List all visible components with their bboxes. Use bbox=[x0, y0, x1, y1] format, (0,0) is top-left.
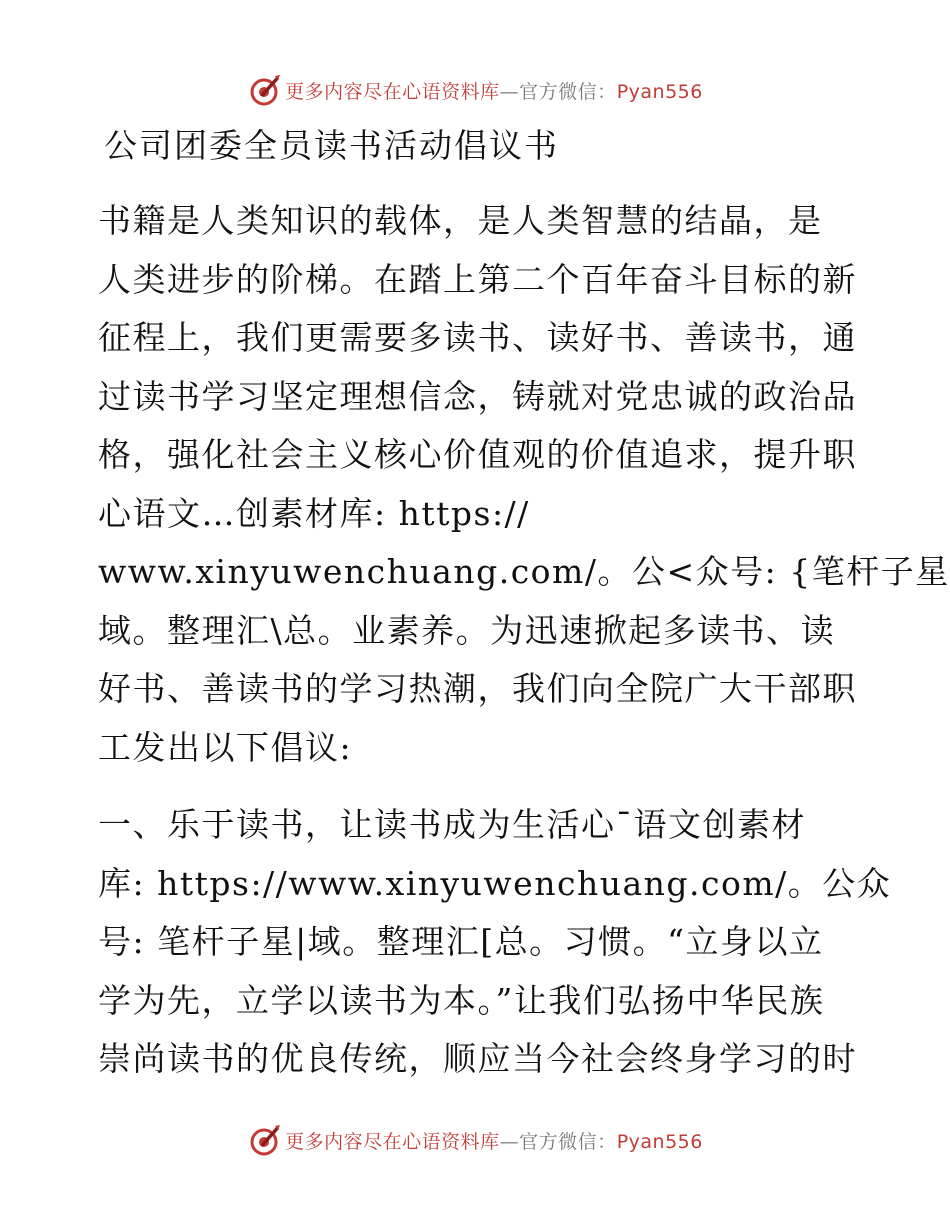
header-banner bbox=[0, 70, 950, 110]
wechat-label: 官方微信： bbox=[519, 80, 617, 103]
paragraph-item-one bbox=[98, 796, 892, 1089]
document-title: 公司团委全员读书活动倡议书 bbox=[104, 126, 559, 165]
text-line: www.xinyuwenchuang.com/。公<众号: {笔杆子星 bbox=[98, 552, 950, 591]
banner-dash: — bbox=[499, 1130, 520, 1153]
wechat-account: Pyan556 bbox=[616, 80, 703, 103]
quill-circle-icon bbox=[247, 1123, 281, 1157]
wechat-label: 官方微信： bbox=[519, 1130, 617, 1153]
paragraph-intro bbox=[98, 192, 950, 777]
banner-text bbox=[285, 77, 703, 104]
quill-circle-icon bbox=[247, 73, 281, 107]
text-line: 过读书学习坚定理想信念，铸就对党忠诚的政治品 bbox=[98, 376, 857, 416]
banner-dash: — bbox=[499, 80, 520, 103]
banner-slogan: 更多内容尽在心语资料库 bbox=[285, 80, 500, 103]
text-line: 号: 笔杆子星|域。整理汇[总。习惯。“立身以立 bbox=[98, 922, 824, 961]
text-line: 格，强化社会主义核心价值观的价值追求，提升职 bbox=[98, 435, 857, 474]
text-line: 书籍是人类知识的载体，是人类智慧的结晶，是 bbox=[98, 201, 823, 240]
footer-banner bbox=[0, 1120, 950, 1160]
banner-text bbox=[285, 1127, 703, 1154]
text-line: 心语文…创素材库: https:// bbox=[98, 493, 530, 533]
text-line: 一、乐于读书，让读书成为生活心¯语文创素材 bbox=[98, 805, 806, 844]
banner-slogan: 更多内容尽在心语资料库 bbox=[285, 1130, 500, 1153]
text-line: 工发出以下倡议: bbox=[98, 727, 353, 767]
text-line: 征程上，我们更需要多读书、读好书、善读书，通 bbox=[98, 318, 857, 357]
text-line: 域。整理汇\总。业素养。为迅速掀起多读书、读 bbox=[98, 610, 836, 650]
text-line: 崇尚读书的优良传统，顺应当今社会终身学习的时 bbox=[98, 1039, 857, 1078]
text-line: 学为先，立学以读书为本。”让我们弘扬中华民族 bbox=[98, 980, 825, 1020]
text-line: 好书、善读书的学习热潮，我们向全院广大干部职 bbox=[98, 669, 857, 708]
text-line: 人类进步的阶梯。在踏上第二个百年奋斗目标的新 bbox=[98, 259, 857, 299]
text-line: 库: https://www.xinyuwenchuang.com/。公众 bbox=[98, 863, 892, 903]
wechat-account: Pyan556 bbox=[616, 1130, 703, 1153]
